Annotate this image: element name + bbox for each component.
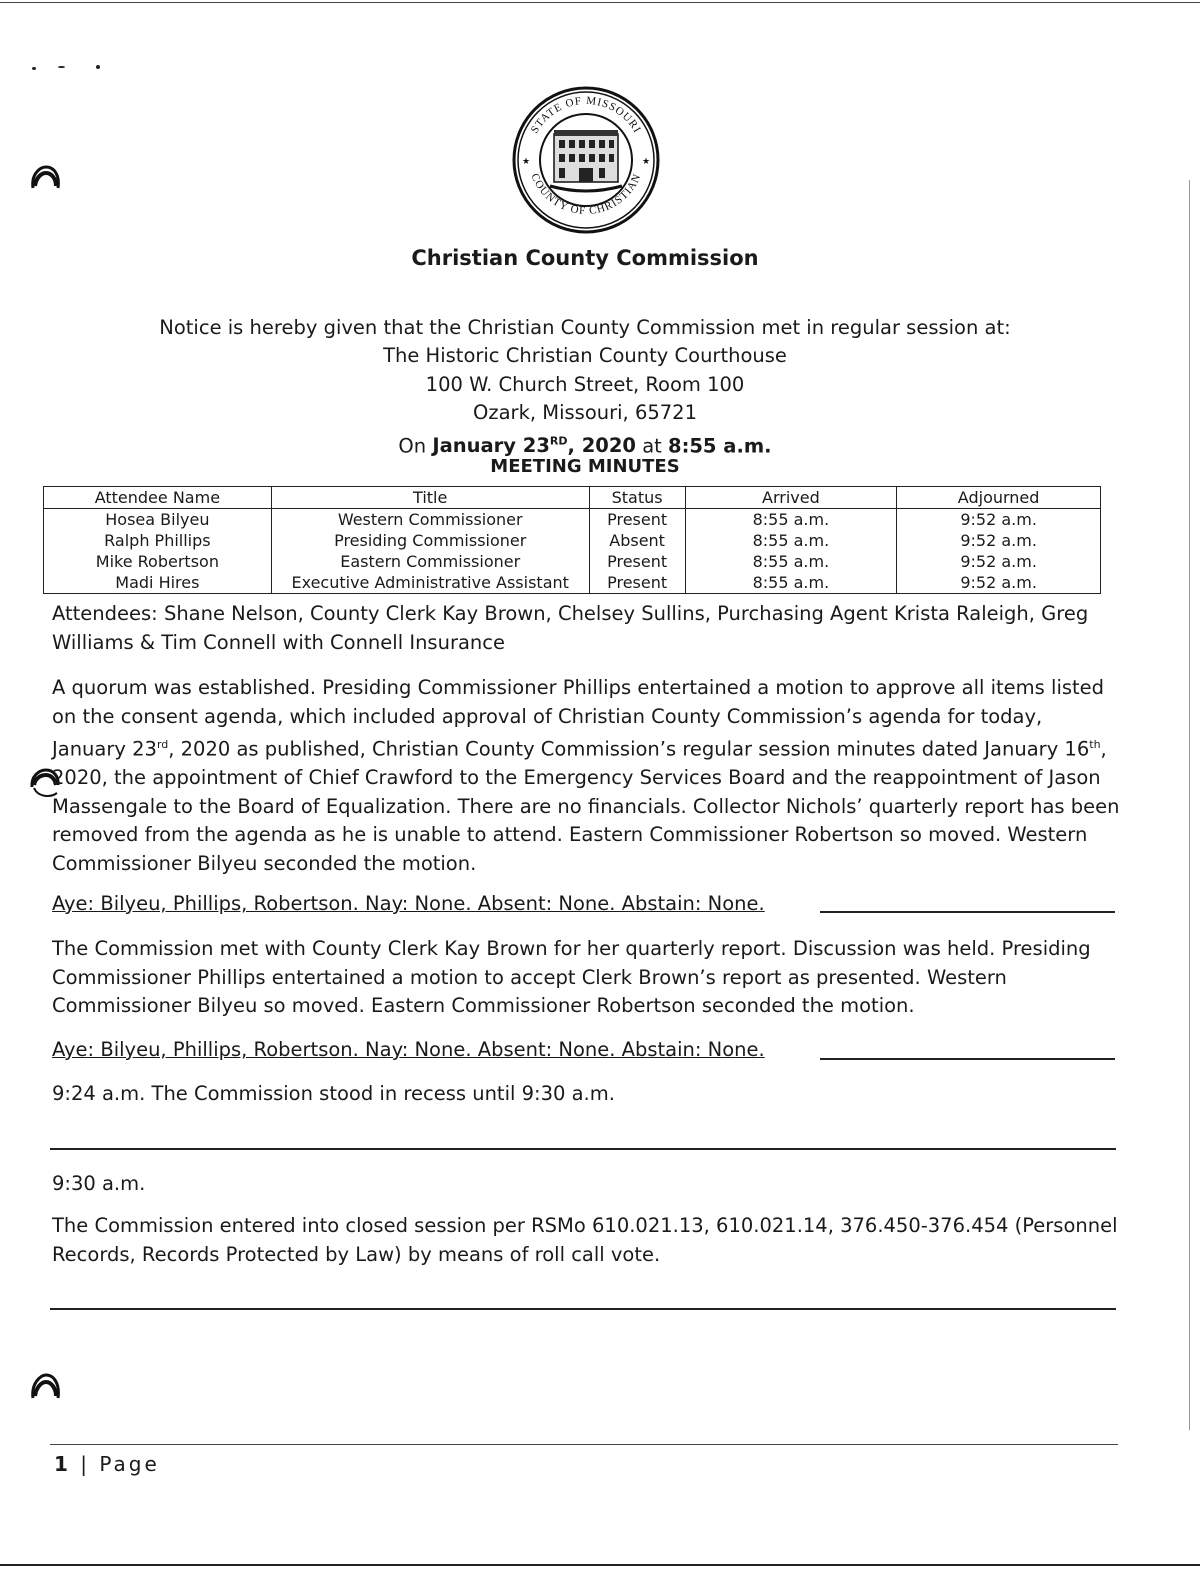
reconvene-time: 9:30 a.m. — [52, 1172, 146, 1195]
table-header-row — [44, 487, 1101, 509]
scan-border-top — [0, 2, 1200, 3]
meeting-date-time: On January 23RD, 2020 at 8:55 a.m. — [398, 434, 772, 458]
attendee-status: Present — [589, 551, 685, 572]
column-header: Attendee Name — [44, 487, 272, 509]
meeting-time: 8:55 a.m. — [668, 434, 772, 458]
recess-note: 9:24 a.m. The Commission stood in recess until 9:30 a.m. — [52, 1082, 615, 1105]
clerk-report-paragraph: The Commission met with County Clerk Kay Brown for her quarterly report. Discussion was held. Presiding Commissioner Phillips entertained a motion to accept Clerk Brown’s report as presented. Western Commissioner Bilyeu so moved. Eastern Commissioner Robertson seconded the motion. — [52, 937, 1091, 1017]
svg-text:STATE OF MISSOURI: STATE OF MISSOURI — [528, 94, 644, 136]
column-header: Status — [589, 487, 685, 509]
county-seal — [512, 86, 660, 234]
column-header: Title — [271, 487, 589, 509]
minutes-heading: MEETING MINUTES — [490, 456, 680, 477]
attendee-adjourned: 9:52 a.m. — [897, 551, 1101, 572]
attendee-name: Ralph Phillips — [44, 530, 272, 551]
meeting-date: January 23RD, 2020 — [432, 434, 636, 458]
attendee-arrived: 8:55 a.m. — [685, 551, 897, 572]
notice-line: Notice is hereby given that the Christian County Commission met in regular session at: — [159, 316, 1011, 339]
vote-record: Aye: Bilyeu, Phillips, Robertson. Nay: None. Absent: None. Abstain: None. — [52, 892, 765, 915]
attendance-table — [43, 486, 1101, 594]
attendee-title: Eastern Commissioner — [271, 551, 589, 572]
footer-divider — [50, 1444, 1118, 1445]
section-divider — [50, 1308, 1116, 1310]
vote-underline — [820, 911, 1115, 913]
punch-hole-icon — [28, 164, 62, 198]
attendee-title: Executive Administrative Assistant — [271, 572, 589, 594]
meeting-notice — [0, 314, 1170, 461]
attendee-status: Present — [589, 509, 685, 531]
page-label: | Page — [70, 1452, 160, 1476]
venue-city: Ozark, Missouri, 65721 — [473, 401, 697, 425]
organization-name: Christian County Commission — [411, 246, 759, 270]
svg-text:COUNTY OF CHRISTIAN: COUNTY OF CHRISTIAN — [528, 171, 644, 218]
closed-session-paragraph: The Commission entered into closed session per RSMo 610.021.13, 610.021.14, 376.450-376.454 (Personnel Records, Records Protected by Law) by means of roll call vote. — [52, 1214, 1118, 1266]
venue-street: 100 W. Church Street, Room 100 — [425, 372, 745, 396]
column-header: Arrived — [685, 487, 897, 509]
scan-border-right — [1189, 180, 1190, 1430]
page-footer — [54, 1452, 160, 1476]
attendee-arrived: 8:55 a.m. — [685, 530, 897, 551]
venue-name: The Historic Christian County Courthouse — [383, 344, 787, 368]
attendees-paragraph: Attendees: Shane Nelson, County Clerk Kay Brown, Chelsey Sullins, Purchasing Agent Krista Raleigh, Greg Williams & Tim Connell with Connell Insurance — [52, 602, 1089, 654]
svg-text:★: ★ — [522, 157, 531, 167]
attendee-name: Madi Hires — [44, 572, 272, 594]
attendee-arrived: 8:55 a.m. — [685, 509, 897, 531]
page-number: 1 — [54, 1452, 71, 1476]
attendee-adjourned: 9:52 a.m. — [897, 530, 1101, 551]
attendee-title: Presiding Commissioner — [271, 530, 589, 551]
table-row — [44, 572, 1101, 594]
attendee-name: Mike Robertson — [44, 551, 272, 572]
attendee-adjourned: 9:52 a.m. — [897, 572, 1101, 594]
vote-record: Aye: Bilyeu, Phillips, Robertson. Nay: None. Absent: None. Abstain: None. — [52, 1038, 765, 1061]
vote-underline — [820, 1058, 1115, 1060]
attendee-title: Western Commissioner — [271, 509, 589, 531]
attendee-arrived: 8:55 a.m. — [685, 572, 897, 594]
section-divider — [50, 1148, 1116, 1150]
attendee-status: Present — [589, 572, 685, 594]
consent-agenda-paragraph: A quorum was established. Presiding Commissioner Phillips entertained a motion to approve all items listed on the consent agenda, which included approval of Christian County Commission’s agenda for today, January 23rd, 2020 as published, Christian County Commission’s regular session minutes dated January 16th, 2020, the appointment of Chief Crawford to the Emergency Services Board and the reappointment of Jason Massengale to the Board of Equalization. There are no financials. Collector Nichols’ quarterly report has been removed from the agenda as he is unable to attend. Eastern Commissioner Robertson so moved. Western Commissioner Bilyeu seconded the motion. — [52, 676, 1120, 875]
column-header: Adjourned — [897, 487, 1101, 509]
scan-border-bottom — [0, 1564, 1200, 1566]
punch-hole-icon — [28, 1372, 62, 1406]
table-row — [44, 551, 1101, 572]
attendee-name: Hosea Bilyeu — [44, 509, 272, 531]
svg-text:★: ★ — [642, 157, 651, 167]
attendee-adjourned: 9:52 a.m. — [897, 509, 1101, 531]
table-row — [44, 530, 1101, 551]
table-row — [44, 509, 1101, 531]
attendee-status: Absent — [589, 530, 685, 551]
